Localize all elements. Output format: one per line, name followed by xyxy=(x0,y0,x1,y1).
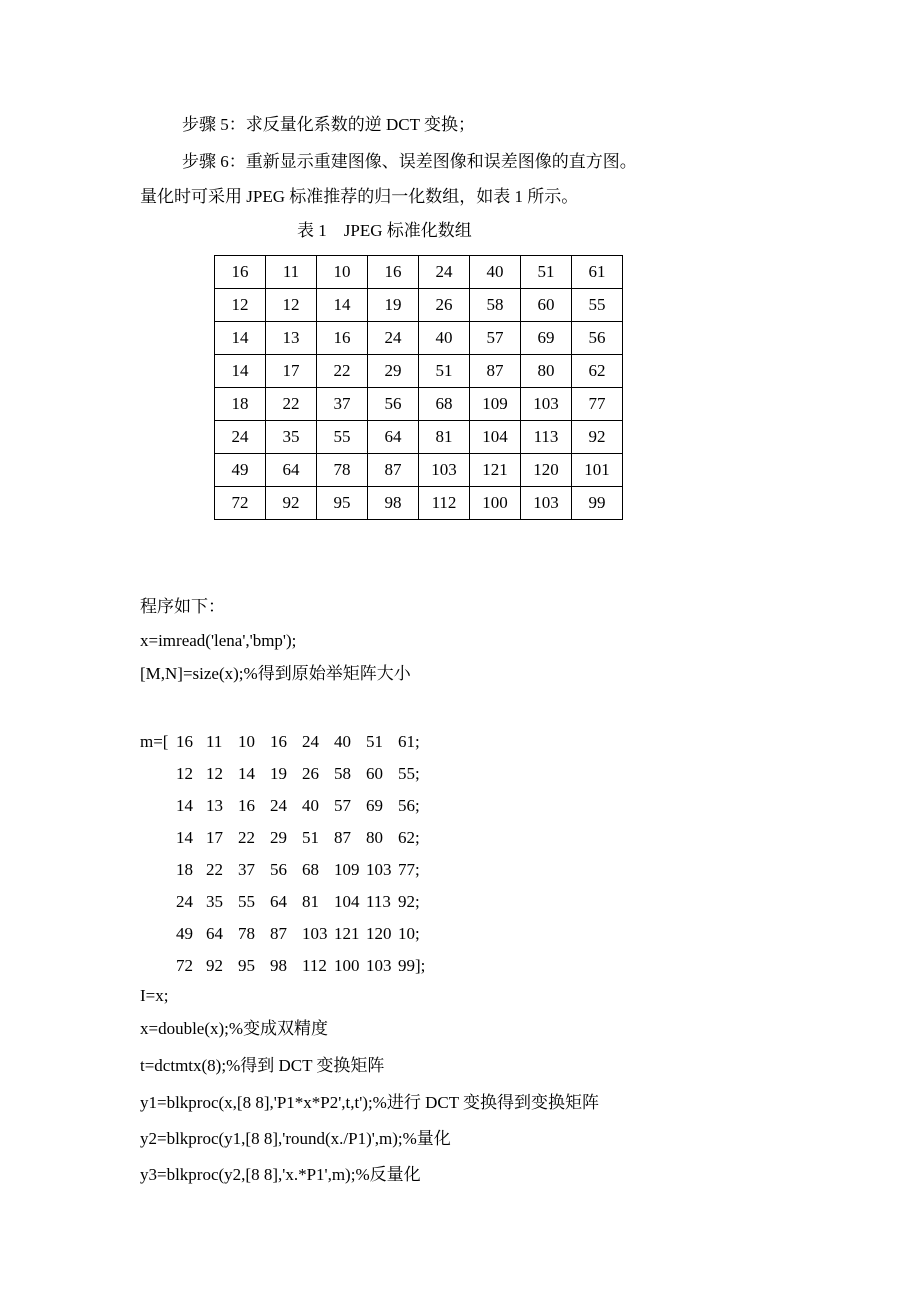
matrix-prefix xyxy=(140,796,176,816)
matrix-value: 14 xyxy=(176,828,193,847)
code-line-dctmtx: t=dctmtx(8);%得到 DCT 变换矩阵 xyxy=(140,1056,385,1075)
matrix-value: 104 xyxy=(334,892,360,911)
matrix-value: 13 xyxy=(206,796,223,815)
matrix-value: 95 xyxy=(238,956,255,975)
matrix-code-line xyxy=(140,860,438,880)
matrix-value: 35 xyxy=(206,892,223,911)
table-cell: 16 xyxy=(368,256,419,289)
table-cell: 24 xyxy=(215,421,266,454)
matrix-value: 120 xyxy=(366,924,392,943)
table-cell: 92 xyxy=(266,487,317,520)
matrix-value: 87 xyxy=(270,924,287,943)
matrix-value: 78 xyxy=(238,924,255,943)
table-cell: 17 xyxy=(266,355,317,388)
matrix-value: 51 xyxy=(302,828,319,847)
table-cell: 14 xyxy=(215,322,266,355)
matrix-code-line xyxy=(140,892,438,912)
matrix-value: 24 xyxy=(270,796,287,815)
table-cell: 92 xyxy=(572,421,623,454)
matrix-value: 109 xyxy=(334,860,360,879)
matrix-value: 121 xyxy=(334,924,360,943)
table-cell: 16 xyxy=(317,322,368,355)
table-cell: 100 xyxy=(470,487,521,520)
table-cell: 58 xyxy=(470,289,521,322)
code-line-y2: y2=blkproc(y1,[8 8],'round(x./P1)',m);%量化 xyxy=(140,1129,451,1148)
table-row xyxy=(215,322,623,355)
table-cell: 95 xyxy=(317,487,368,520)
table-cell: 99 xyxy=(572,487,623,520)
matrix-value: 37 xyxy=(238,860,255,879)
matrix-value: 22 xyxy=(238,828,255,847)
table-cell: 121 xyxy=(470,454,521,487)
matrix-value: 16 xyxy=(176,732,193,751)
matrix-value: 16 xyxy=(238,796,255,815)
table-cell: 55 xyxy=(317,421,368,454)
table-cell: 103 xyxy=(521,388,572,421)
table-cell: 64 xyxy=(266,454,317,487)
table-cell: 103 xyxy=(419,454,470,487)
table-cell: 62 xyxy=(572,355,623,388)
matrix-value: 10 xyxy=(238,732,255,751)
matrix-value: 11 xyxy=(206,732,223,751)
table-cell: 40 xyxy=(470,256,521,289)
table-row xyxy=(215,487,623,520)
quantization-note: 量化时可采用 JPEG 标准推荐的归一化数组，如表 1 所示。 xyxy=(140,187,579,206)
matrix-value: 16 xyxy=(270,732,287,751)
matrix-value: 56 xyxy=(270,860,287,879)
matrix-value: 60 xyxy=(366,764,383,783)
matrix-value: 80 xyxy=(366,828,383,847)
table-cell: 35 xyxy=(266,421,317,454)
matrix-value: 77; xyxy=(398,860,420,879)
matrix-value: 69 xyxy=(366,796,383,815)
table-cell: 14 xyxy=(317,289,368,322)
table-cell: 51 xyxy=(419,355,470,388)
table-cell: 80 xyxy=(521,355,572,388)
matrix-value: 24 xyxy=(176,892,193,911)
matrix-value: 10; xyxy=(398,924,420,943)
table-cell: 109 xyxy=(470,388,521,421)
table-cell: 16 xyxy=(215,256,266,289)
matrix-value: 14 xyxy=(176,796,193,815)
matrix-value: 103 xyxy=(366,860,392,879)
matrix-value: 51 xyxy=(366,732,383,751)
matrix-prefix xyxy=(140,892,176,912)
table-cell: 61 xyxy=(572,256,623,289)
table-cell: 11 xyxy=(266,256,317,289)
table-cell: 51 xyxy=(521,256,572,289)
matrix-value: 81 xyxy=(302,892,319,911)
matrix-value: 24 xyxy=(302,732,319,751)
code-line-y3: y3=blkproc(y2,[8 8],'x.*P1',m);%反量化 xyxy=(140,1165,421,1184)
table-cell: 56 xyxy=(572,322,623,355)
table-cell: 12 xyxy=(266,289,317,322)
table-caption: 表 1 JPEG 标准化数组 xyxy=(297,221,472,240)
matrix-prefix xyxy=(140,860,176,880)
matrix-value: 55; xyxy=(398,764,420,783)
matrix-value: 99]; xyxy=(398,956,426,975)
code-line-y1: y1=blkproc(x,[8 8],'P1*x*P2',t,t');%进行 DCT 变换得到变换矩阵 xyxy=(140,1093,600,1112)
table-cell: 57 xyxy=(470,322,521,355)
matrix-code-line xyxy=(140,924,438,944)
table-cell: 98 xyxy=(368,487,419,520)
code-line-size: [M,N]=size(x);%得到原始举矩阵大小 xyxy=(140,664,411,683)
matrix-value: 17 xyxy=(206,828,223,847)
table-cell: 113 xyxy=(521,421,572,454)
table-cell: 26 xyxy=(419,289,470,322)
matrix-value: 55 xyxy=(238,892,255,911)
matrix-prefix xyxy=(140,764,176,784)
table-cell: 12 xyxy=(215,289,266,322)
matrix-value: 112 xyxy=(302,956,327,975)
matrix-value: 64 xyxy=(206,924,223,943)
table-cell: 120 xyxy=(521,454,572,487)
matrix-value: 29 xyxy=(270,828,287,847)
matrix-value: 14 xyxy=(238,764,255,783)
matrix-value: 12 xyxy=(176,764,193,783)
table-row xyxy=(215,454,623,487)
matrix-value: 103 xyxy=(302,924,328,943)
matrix-prefix xyxy=(140,924,176,944)
step-5-text: 步骤 5：求反量化系数的逆 DCT 变换； xyxy=(182,115,475,134)
table-row xyxy=(215,388,623,421)
table-cell: 87 xyxy=(368,454,419,487)
matrix-value: 22 xyxy=(206,860,223,879)
table-cell: 40 xyxy=(419,322,470,355)
matrix-prefix: m=[ xyxy=(140,732,169,751)
table-cell: 22 xyxy=(266,388,317,421)
code-line-double: x=double(x);%变成双精度 xyxy=(140,1019,329,1038)
table-cell: 29 xyxy=(368,355,419,388)
matrix-value: 100 xyxy=(334,956,360,975)
matrix-code-line xyxy=(140,828,438,848)
table-cell: 22 xyxy=(317,355,368,388)
matrix-value: 12 xyxy=(206,764,223,783)
matrix-value: 92 xyxy=(206,956,223,975)
matrix-value: 103 xyxy=(366,956,392,975)
table-cell: 103 xyxy=(521,487,572,520)
table-cell: 68 xyxy=(419,388,470,421)
matrix-code-line xyxy=(140,796,438,816)
table-cell: 24 xyxy=(368,322,419,355)
table-row xyxy=(215,289,623,322)
table-cell: 60 xyxy=(521,289,572,322)
matrix-value: 40 xyxy=(302,796,319,815)
table-cell: 19 xyxy=(368,289,419,322)
matrix-code-line xyxy=(140,956,438,976)
table-cell: 37 xyxy=(317,388,368,421)
matrix-value: 87 xyxy=(334,828,351,847)
matrix-value: 58 xyxy=(334,764,351,783)
table-cell: 14 xyxy=(215,355,266,388)
matrix-value: 61; xyxy=(398,732,420,751)
table-cell: 55 xyxy=(572,289,623,322)
table-cell: 49 xyxy=(215,454,266,487)
table-cell: 64 xyxy=(368,421,419,454)
matrix-value: 49 xyxy=(176,924,193,943)
step-6-text: 步骤 6：重新显示重建图像、误差图像和误差图像的直方图。 xyxy=(182,152,637,171)
program-heading: 程序如下： xyxy=(140,597,225,616)
matrix-value: 57 xyxy=(334,796,351,815)
matrix-value: 40 xyxy=(334,732,351,751)
table-cell: 101 xyxy=(572,454,623,487)
table-cell: 77 xyxy=(572,388,623,421)
table-row xyxy=(215,355,623,388)
matrix-value: 113 xyxy=(366,892,391,911)
table-cell: 24 xyxy=(419,256,470,289)
table-cell: 87 xyxy=(470,355,521,388)
table-row xyxy=(215,421,623,454)
table-cell: 69 xyxy=(521,322,572,355)
code-line-assign-i: I=x; xyxy=(140,986,169,1005)
matrix-value: 56; xyxy=(398,796,420,815)
matrix-value: 64 xyxy=(270,892,287,911)
matrix-value: 98 xyxy=(270,956,287,975)
table-cell: 18 xyxy=(215,388,266,421)
matrix-prefix xyxy=(140,956,176,976)
table-cell: 13 xyxy=(266,322,317,355)
table-cell: 81 xyxy=(419,421,470,454)
matrix-value: 72 xyxy=(176,956,193,975)
table-cell: 112 xyxy=(419,487,470,520)
table-cell: 56 xyxy=(368,388,419,421)
table-row xyxy=(215,256,623,289)
table-cell: 10 xyxy=(317,256,368,289)
jpeg-quantization-table xyxy=(214,255,623,520)
matrix-prefix xyxy=(140,828,176,848)
matrix-value: 62; xyxy=(398,828,420,847)
table-cell: 104 xyxy=(470,421,521,454)
matrix-value: 26 xyxy=(302,764,319,783)
table-cell: 78 xyxy=(317,454,368,487)
matrix-value: 68 xyxy=(302,860,319,879)
matrix-code-line xyxy=(140,764,438,784)
matrix-value: 92; xyxy=(398,892,420,911)
matrix-value: 19 xyxy=(270,764,287,783)
matrix-code-line xyxy=(140,732,438,752)
code-line-imread: x=imread('lena','bmp'); xyxy=(140,631,297,650)
matrix-value: 18 xyxy=(176,860,193,879)
table-cell: 72 xyxy=(215,487,266,520)
